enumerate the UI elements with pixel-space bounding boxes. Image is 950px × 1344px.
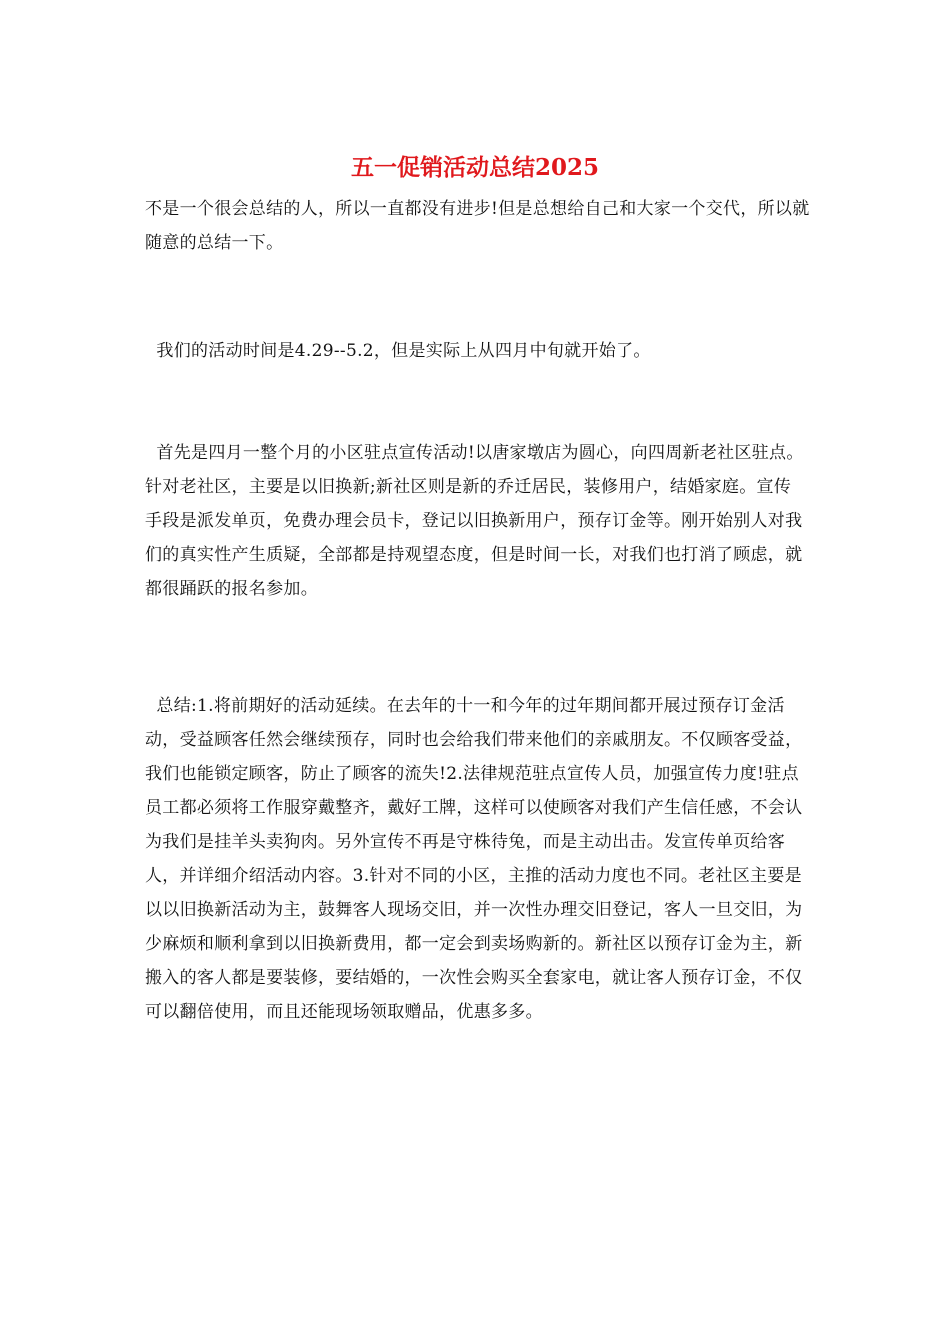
document-title: 五一促销活动总结2025: [350, 154, 599, 181]
paragraph-community-promotion: 首先是四月一整个月的小区驻点宣传活动!以唐家墩店为圆心，向四周新老社区驻点。针对老社区，主要是以旧换新;新社区则是新的乔迁居民，装修用户，结婚家庭。宣传手段是派发单页，免费办理会员卡，登记以旧换新用户，预存订金等。刚开始别人对我们的真实性产生质疑，全部都是持观望态度，但是时间一长，对我们也打消了顾虑，就都很踊跃的报名参加。: [145, 443, 804, 599]
paragraph-intro: 不是一个很会总结的人，所以一直都没有进步!但是总想给自己和大家一个交代，所以就随意的总结一下。: [145, 199, 810, 253]
paragraph-summary: 总结:1.将前期好的活动延续。在去年的十一和今年的过年期间都开展过预存订金活动，受益顾客任然会继续预存，同时也会给我们带来他们的亲戚朋友。不仅顾客受益，我们也能锁定顾客，防止了顾客的流失!2.法律规范驻点宣传人员，加强宣传力度!驻点员工都必须将工作服穿戴整齐，戴好工牌，这样可以使顾客对我们产生信任感，不会认为我们是挂羊头卖狗肉。另外宣传不再是守株待兔，而是主动出击。发宣传单页给客人，并详细介绍活动内容。3.针对不同的小区，主推的活动力度也不同。老社区主要是以以旧换新活动为主，鼓舞客人现场交旧，并一次性办理交旧登记，客人一旦交旧，为少麻烦和顺利拿到以旧换新费用，都一定会到卖场购新的。新社区以预存订金为主，新搬入的客人都是要装修，要结婚的，一次性会购买全套家电，就让客人预存订金，不仅可以翻倍使用，而且还能现场领取赠品，优惠多多。: [145, 696, 803, 1022]
paragraph-activity-time: 我们的活动时间是4.29--5.2，但是实际上从四月中旬就开始了。: [145, 341, 651, 361]
